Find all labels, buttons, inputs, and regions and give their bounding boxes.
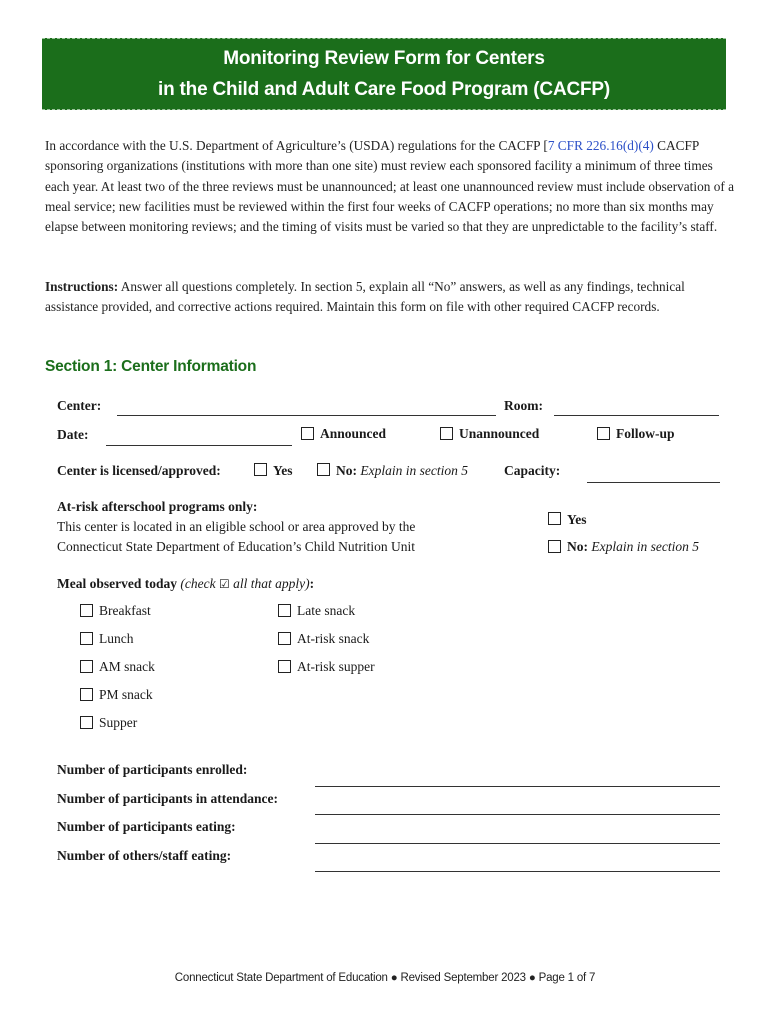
licensed-label: Center is licensed/approved:: [57, 463, 221, 478]
meal-atrisk-supper-label: At-risk supper: [297, 659, 375, 674]
date-label: Date:: [57, 427, 89, 442]
checked-box-icon: ☑: [218, 577, 230, 591]
unannounced-label: Unannounced: [459, 426, 540, 441]
instructions-paragraph: [45, 277, 735, 318]
date-input-line[interactable]: [106, 445, 292, 446]
staff-eating-label: Number of others/staff eating:: [57, 848, 232, 863]
instructions-text: Answer all questions completely. In section 5, explain all “No” answers, as well as any findings, technical assistance provided, and corrective actions required. Maintain this form on file with other required CACFP records.: [45, 279, 685, 315]
licensed-no-explain: Explain in section 5: [357, 463, 468, 478]
cfr-link[interactable]: 7 CFR 226.16(d)(4): [547, 138, 654, 153]
atrisk-yes-checkbox[interactable]: [548, 512, 561, 525]
instructions-label: Instructions:: [45, 279, 119, 294]
meal-atrisk-snack-checkbox[interactable]: [278, 632, 291, 645]
room-input-line[interactable]: [554, 415, 719, 416]
meal-supper-checkbox[interactable]: [80, 716, 93, 729]
atrisk-no-label: [567, 539, 699, 555]
intro-text-rest: CACFP sponsoring organizations (institutions with more than one site) must review each sponsored facility a minimum of three times each year. At least two of the three reviews must be unannounced; at least one unannounced review must include observation of a meal service; new facilities must be reviewed within the first four weeks of CACFP operations; no more than six months may elapse between monitoring reviews; and the timing of visits must be varied so that they are unpredictable to the facility’s staff.: [45, 138, 734, 235]
meal-lunch-label: Lunch: [99, 631, 134, 646]
atrisk-no-explain: Explain in section 5: [588, 539, 699, 554]
licensed-yes-label: Yes: [273, 463, 293, 478]
atrisk-no-checkbox[interactable]: [548, 540, 561, 553]
form-title-line1: Monitoring Review Form for Centers: [223, 48, 545, 69]
licensed-no-checkbox[interactable]: [317, 463, 330, 476]
center-input-line[interactable]: [117, 415, 496, 416]
atrisk-text-line1: This center is located in an eligible school or area approved by the: [57, 519, 416, 534]
meal-lunch-checkbox[interactable]: [80, 632, 93, 645]
atrisk-text-line2: Connecticut State Department of Education’s Child Nutrition Unit: [57, 539, 416, 554]
eating-label: Number of participants eating:: [57, 819, 236, 834]
form-title-banner: [42, 38, 726, 110]
licensed-no-text: No:: [336, 463, 357, 478]
room-label: Room:: [504, 398, 543, 413]
meal-late-snack-checkbox[interactable]: [278, 604, 291, 617]
meal-late-snack-label: Late snack: [297, 603, 356, 618]
enrolled-label: Number of participants enrolled:: [57, 762, 248, 777]
licensed-no-label: [336, 463, 468, 479]
attendance-label: Number of participants in attendance:: [57, 791, 278, 806]
meal-supper-label: Supper: [99, 715, 138, 730]
followup-label: Follow-up: [616, 426, 675, 441]
section-1-heading: Section 1: Center Information: [45, 358, 257, 375]
meal-am-snack-label: AM snack: [99, 659, 155, 674]
intro-text-start: In accordance with the U.S. Department of Agriculture’s (USDA) regulations for the CACFP [: [45, 138, 548, 153]
licensed-yes-checkbox[interactable]: [254, 463, 267, 476]
announced-label: Announced: [320, 426, 387, 441]
meal-atrisk-snack-label: At-risk snack: [297, 631, 370, 646]
attendance-input-line[interactable]: [315, 814, 720, 815]
capacity-label: Capacity:: [504, 463, 561, 478]
meal-breakfast-checkbox[interactable]: [80, 604, 93, 617]
meal-pm-snack-checkbox[interactable]: [80, 688, 93, 701]
center-label: Center:: [57, 398, 102, 413]
capacity-input-line[interactable]: [587, 482, 720, 483]
page-footer: Connecticut State Department of Education ● Revised September 2023 ● Page 1 of 7: [174, 972, 596, 984]
meal-colon: :: [309, 576, 315, 591]
atrisk-yes-label: Yes: [567, 512, 587, 527]
eating-input-line[interactable]: [315, 843, 720, 844]
announced-checkbox[interactable]: [301, 427, 314, 440]
meal-atrisk-supper-checkbox[interactable]: [278, 660, 291, 673]
staff-eating-input-line[interactable]: [315, 871, 720, 872]
unannounced-checkbox[interactable]: [440, 427, 453, 440]
intro-paragraph: [45, 136, 735, 237]
meal-observed-label: [57, 576, 314, 592]
atrisk-no-text: No:: [567, 539, 588, 554]
meal-am-snack-checkbox[interactable]: [80, 660, 93, 673]
meal-observed-text: Meal observed today: [57, 576, 177, 591]
followup-checkbox[interactable]: [597, 427, 610, 440]
atrisk-heading: At-risk afterschool programs only:: [57, 499, 258, 514]
enrolled-input-line[interactable]: [315, 786, 720, 787]
meal-hint-start: (check: [176, 576, 219, 591]
meal-pm-snack-label: PM snack: [99, 687, 153, 702]
meal-breakfast-label: Breakfast: [99, 603, 151, 618]
meal-hint-end: all that apply): [229, 576, 310, 591]
form-title-line2: in the Child and Adult Care Food Program (CACFP): [157, 79, 611, 100]
